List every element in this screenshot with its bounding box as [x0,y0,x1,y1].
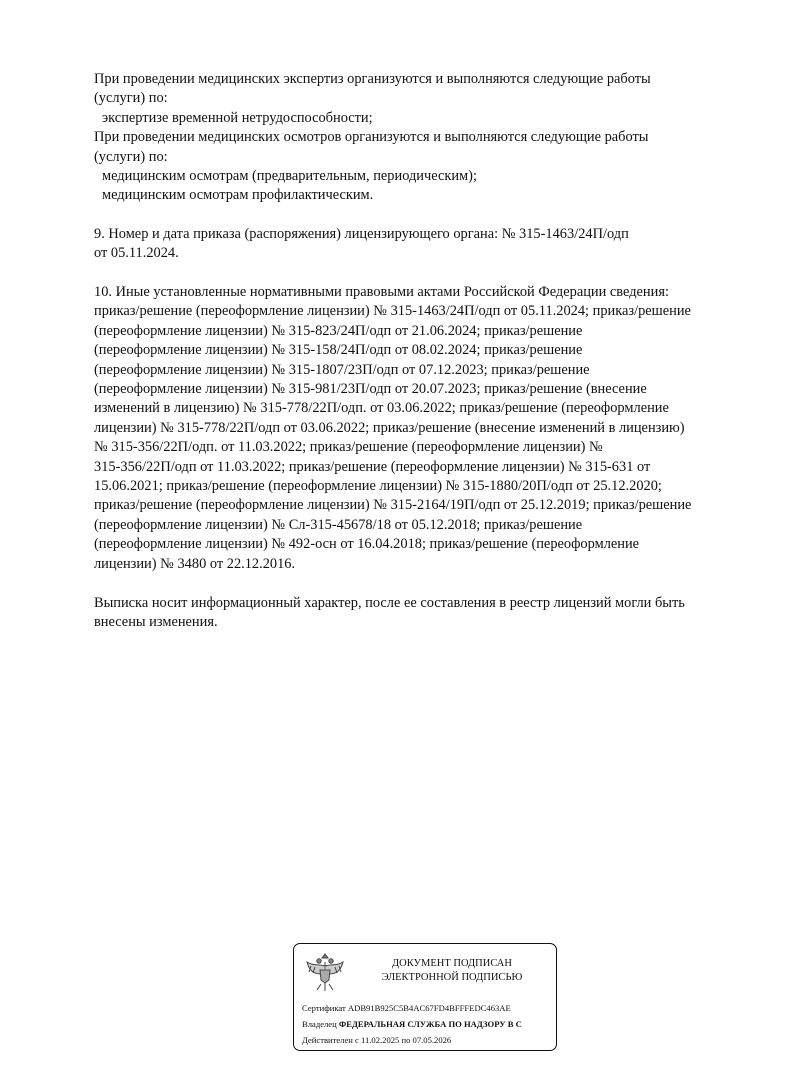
item-9-line-2: от 05.11.2024. [94,245,179,262]
checkups-intro-line-1: При проведении медицинских осмотров организуются и выполняются следующие работы [94,129,649,146]
stamp-title-line-2: ЭЛЕКТРОННОЙ ПОДПИСЬЮ [381,971,523,983]
owner-label: Владелец [302,1019,337,1029]
exams-intro-line-1: При проведении медицинских экспертиз организуются и выполняются следующие работы [94,71,651,87]
exams-intro-line-2: (услуги) по: [94,90,168,107]
certificate-line [302,1003,511,1013]
item-10-line: лицензии) № 315-778/22П/одп от 03.06.2022; приказ/решение (внесение изменений в лицензию) [94,419,685,436]
validity-line: Действителен с 11.02.2025 по 07.05.2026 [302,1035,452,1045]
item-10-line: изменений в лицензию) № 315-778/22П/одп. от 03.06.2022; приказ/решение (переоформление [94,400,669,417]
medical-exams-section [94,70,754,206]
double-headed-eagle-emblem-icon [303,950,347,994]
item-10-line: (переоформление лицензии) № 315-158/24П/одп от 08.02.2024; приказ/решение [94,342,583,359]
owner-value: ФЕДЕРАЛЬНАЯ СЛУЖБА ПО НАДЗОРУ В С [338,1019,522,1029]
exams-item-temporary-disability: экспертизе временной нетрудоспособности; [102,109,373,126]
item-9-order-number [94,225,754,264]
item-10-line: 15.06.2021; приказ/решение (переоформление лицензии) № 315-1880/20П/одп от 25.12.2020; [94,478,662,495]
item-10-line: (переоформление лицензии) № Сл-315-45678/18 от 05.12.2018; приказ/решение [94,516,583,533]
item-10-line: № 315-356/22П/одп. от 11.03.2022; приказ/решение (переоформление лицензии) № [94,439,603,456]
item-10-line: приказ/решение (переоформление лицензии) № 315-1463/24П/одп от 05.11.2024; приказ/решение [94,303,691,320]
item-10-other-info [94,283,754,574]
certificate-value: ADB91B925C5B4AC67FD4BFFFEDC463AE [347,1003,511,1013]
note-line-1: Выписка носит информационный характер, после ее составления в реестр лицензий могли быть [94,595,685,611]
owner-line [302,1019,522,1029]
item-10-line: (переоформление лицензии) № 315-981/23П/одп от 20.07.2023; приказ/решение (внесение [94,381,647,398]
note-line-2: внесены изменения. [94,614,218,631]
item-10-line: приказ/решение (переоформление лицензии) № 315-2164/19П/одп от 25.12.2019; приказ/решение [94,497,692,514]
stamp-title [354,957,550,984]
checkups-item-preventive: медицинским осмотрам профилактическим. [102,187,374,204]
informational-note [94,594,754,633]
checkups-item-preliminary-periodic: медицинским осмотрам (предварительным, периодическим); [102,168,477,185]
item-9-line-1: 9. Номер и дата приказа (распоряжения) лицензирующего органа: № 315-1463/24П/одп [94,226,629,242]
item-10-line: (переоформление лицензии) № 315-823/24П/одп от 21.06.2024; приказ/решение [94,322,583,339]
item-10-line: (переоформление лицензии) № 492-осн от 16.04.2018; приказ/решение (переоформление [94,536,640,553]
item-10-line: 10. Иные установленные нормативными правовыми актами Российской Федерации сведения: [94,284,669,300]
item-10-line: 315-356/22П/одп от 11.03.2022; приказ/решение (переоформление лицензии) № 315-631 от [94,458,651,475]
checkups-intro-line-2: (услуги) по: [94,148,168,165]
electronic-signature-stamp [293,943,557,1051]
certificate-label: Сертификат [302,1003,346,1013]
item-10-line: лицензии) № 3480 от 22.12.2016. [94,555,296,572]
stamp-title-line-1: ДОКУМЕНТ ПОДПИСАН [392,958,512,969]
item-10-line: (переоформление лицензии) № 315-1807/23П/одп от 07.12.2023; приказ/решение [94,361,590,378]
